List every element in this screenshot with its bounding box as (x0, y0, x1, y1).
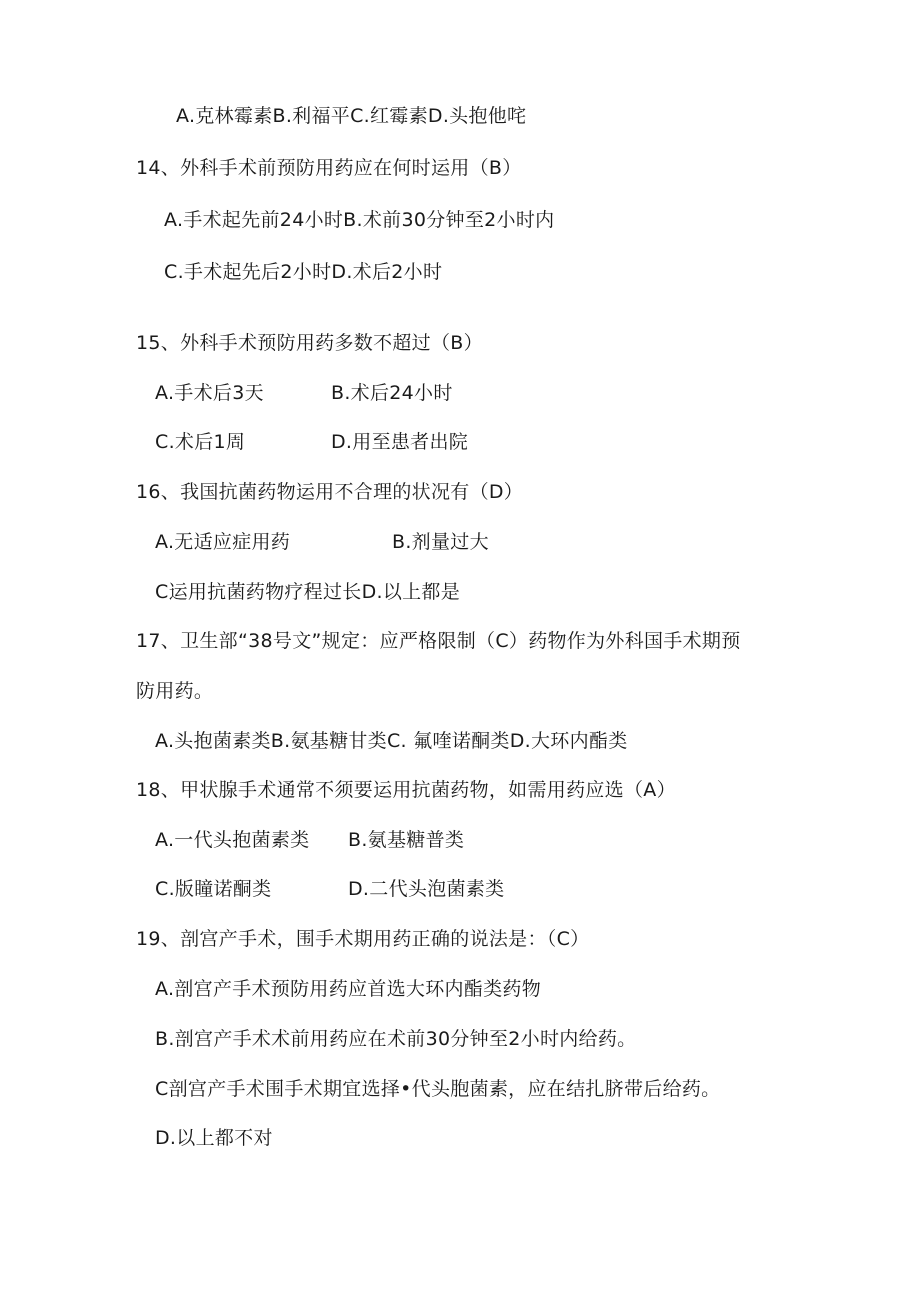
q17-question-line2: 防用药。 (136, 680, 214, 702)
q15-question: 15、外科手术预防用药多数不超过（B） (136, 332, 483, 354)
q18-question: 18、甲状腺手术通常不须要运用抗菌药物，如需用药应选（A） (136, 779, 676, 801)
q15-option-c: C.术后1周 (155, 431, 246, 453)
q17-question-line1: 17、卫生部“38号文”规定：应严格限制（C）药物作为外科国手术期预 (136, 630, 741, 652)
q18-options-cd (155, 877, 504, 901)
q19-option-d: D.以上都不对 (155, 1127, 273, 1149)
q15-option-a: A.手术后3天 (155, 382, 264, 404)
q18-option-d: D.二代头泡菌素类 (348, 878, 505, 900)
q16-option-b: B.剂量过大 (392, 531, 489, 553)
q15-option-b: B.术后24小时 (331, 382, 453, 404)
q16-options-ab (155, 530, 489, 554)
q18-option-a: A.一代头抱菌素类 (155, 829, 310, 851)
q19-question: 19、剖宫产手术，围手术期用药正确的说法是：（C） (136, 928, 590, 950)
q15-options-ab (155, 381, 453, 405)
q14-question: 14、外科手术前预防用药应在何时运用（B） (136, 157, 522, 179)
q19-option-c: C剖宫产手术围手术期宜选择•代头胞菌素，应在结扎脐带后给药。 (155, 1078, 721, 1100)
q19-option-b: B.剖宫产手术术前用药应在术前30分钟至2小时内给药。 (155, 1028, 637, 1050)
q16-question: 16、我国抗菌药物运用不合理的状况有（D） (136, 481, 524, 503)
q15-option-d: D.用至患者出院 (331, 431, 469, 453)
q18-option-b: B.氨基糖普类 (348, 829, 465, 851)
q16-options-cd: C运用抗菌药物疗程过长D.以上都是 (155, 581, 461, 603)
q18-options-ab (155, 828, 464, 852)
q14-options-cd: C.手术起先后2小时D.术后2小时 (164, 261, 443, 283)
q15-options-cd (155, 430, 468, 454)
q13-options: A.克林霉素B.利福平C.红霉素D.头抱他咤 (176, 105, 527, 127)
q18-option-c: C.版瞳诺酮类 (155, 878, 272, 900)
q16-option-a: A.无适应症用药 (155, 531, 291, 553)
q14-options-ab: A.手术起先前24小时B.术前30分钟至2小时内 (164, 209, 555, 231)
q17-options: A.头抱菌素类B.氨基糖甘类C. 氟喹诺酮类D.大环内酯类 (155, 730, 628, 752)
q19-option-a: A.剖宫产手术预防用药应首选大环内酯类药物 (155, 978, 542, 1000)
